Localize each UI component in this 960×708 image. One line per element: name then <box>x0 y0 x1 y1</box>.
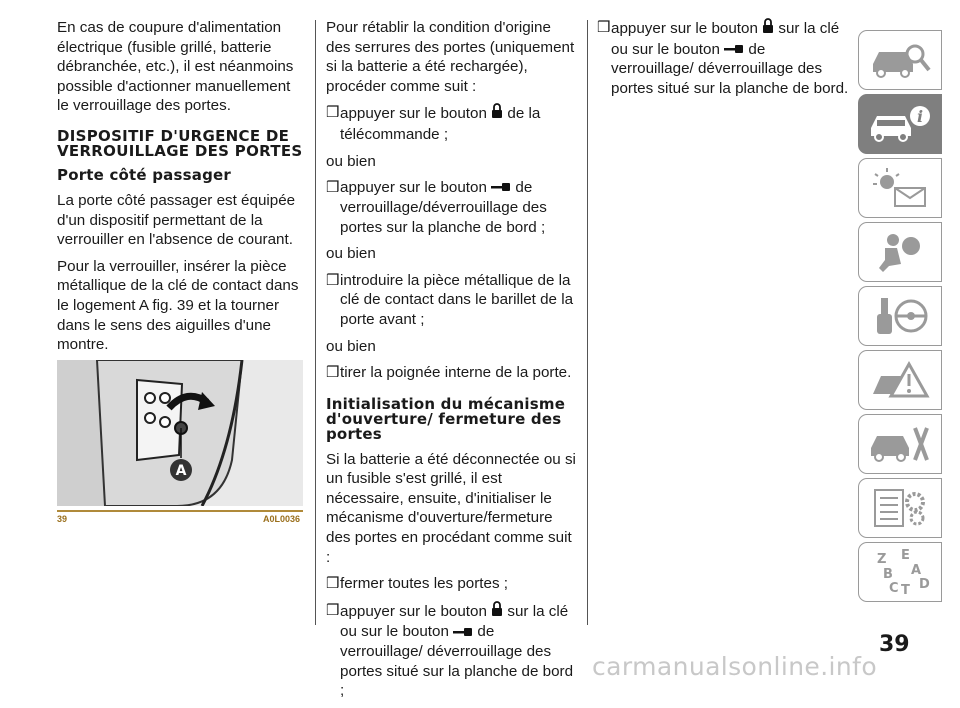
svg-text:D: D <box>919 577 930 592</box>
tab-technical-specs[interactable] <box>858 478 942 538</box>
or-text: ou bien <box>326 337 376 355</box>
list-item: ❒ appuyer sur le bouton de la télécommande ; <box>326 104 541 143</box>
tab-car-search[interactable] <box>858 30 942 90</box>
tab-emergency[interactable] <box>858 350 942 410</box>
or-text: ou bien <box>326 245 376 263</box>
tab-starting-driving[interactable] <box>858 286 942 346</box>
svg-text:C: C <box>889 581 899 596</box>
column-divider-1 <box>315 20 316 625</box>
airbag-seat-icon <box>867 230 933 274</box>
watermark: carmanualsonline.info <box>592 652 878 681</box>
paragraph-device: La porte côté passager est équipée d'un dispositif permettant de la verrouiller en l'absence de courant. <box>57 191 296 249</box>
svg-text:i: i <box>916 107 924 126</box>
figure-callout-a: A <box>175 463 187 479</box>
figure-number: 39 <box>57 514 68 524</box>
bullet-box-icon: ❒ <box>326 271 340 289</box>
car-search-icon <box>867 38 933 82</box>
key-lock-button-icon <box>491 178 511 198</box>
paragraph-instructions: Pour la verrouiller, insérer la pièce métallique de la clé de contact dans le logement A fig. 39 et la tourner dans le sens des aiguilles d'une montre. <box>57 257 299 354</box>
bullet-box-icon: ❒ <box>326 364 340 382</box>
figure-code: A0L0036 <box>263 514 301 524</box>
list-item: ❒ appuyer sur le bouton de verrouillage/déverrouillage des portes sur la planche de bord ; <box>326 179 547 236</box>
restore-intro: Pour rétablir la condition d'origine des serrures des portes (uniquement si la batterie a été rechargée), procéder comme suit : <box>326 19 575 95</box>
tab-safety[interactable] <box>858 222 942 282</box>
tab-maintenance[interactable] <box>858 414 942 474</box>
subheading-initialisation: Initialisation du mécanisme d'ouverture/ fermeture des portes <box>326 394 566 443</box>
car-tools-icon <box>867 422 933 466</box>
svg-text:T: T <box>901 583 910 596</box>
road-warning-icon <box>867 358 933 402</box>
svg-text:B: B <box>883 567 893 582</box>
list-item: ❒ fermer toutes les portes ; <box>326 575 508 593</box>
tab-car-info[interactable] <box>858 94 942 154</box>
list-item: ❒ introduire la pièce métallique de la clé de contact dans le barillet de la porte avant ; <box>326 271 574 328</box>
list-item: ❒ appuyer sur le bouton sur la clé ou sur le bouton de verrouillage/ déverrouillage des portes situé sur la planche de bord. <box>597 19 849 97</box>
svg-text:E: E <box>901 548 910 563</box>
bullet-box-icon: ❒ <box>326 104 340 122</box>
key-lock-button-icon <box>724 40 744 60</box>
figure-39-image <box>57 360 303 506</box>
init-paragraph: Si la batterie a été déconnectée ou si un fusible s'est grillé, il est nécessaire, ensuite, d'initialiser le mécanisme d'ouverture/fermeture des portes en procédant comme suit : <box>326 450 576 566</box>
svg-text:Z: Z <box>877 552 887 567</box>
tab-alphabetical-index[interactable] <box>858 542 942 602</box>
tab-warning-lights[interactable] <box>858 158 942 218</box>
figure-caption-rule <box>57 510 303 512</box>
or-text: ou bien <box>326 152 376 170</box>
intro-paragraph: En cas de coupure d'alimentation électrique (fusible grillé, batterie débranchée, etc.), il est néanmoins possible d'actionner manuellement le verrouillage des portes. <box>57 19 294 115</box>
subheading-passenger-door: Porte côté passager <box>57 165 231 184</box>
section-heading: DISPOSITIF D'URGENCE DE VERROUILLAGE DES PORTES <box>57 126 303 160</box>
svg-text:A: A <box>911 563 922 578</box>
column-2 <box>326 18 578 708</box>
page-number: 39 <box>879 632 910 657</box>
bullet-box-icon: ❒ <box>597 19 611 36</box>
padlock-icon <box>491 601 503 623</box>
bullet-box-icon: ❒ <box>326 575 340 593</box>
key-lock-button-icon <box>453 623 473 643</box>
chapter-tabs <box>858 30 944 606</box>
car-info-icon <box>867 102 933 146</box>
key-steering-wheel-icon <box>867 294 933 338</box>
bullet-box-icon: ❒ <box>326 179 340 197</box>
column-3 <box>597 18 849 106</box>
alphabet-index-icon <box>867 548 933 596</box>
padlock-icon <box>762 18 774 40</box>
padlock-icon <box>491 103 503 125</box>
list-item: ❒ appuyer sur le bouton sur la clé ou sur le bouton de verrouillage/ déverrouillage des portes situé sur la planche de bord ; <box>326 601 574 700</box>
bullet-box-icon: ❒ <box>326 601 340 619</box>
list-item: ❒ tirer la poignée interne de la porte. <box>326 364 572 382</box>
column-divider-2 <box>587 20 588 625</box>
specs-gears-icon <box>867 486 933 530</box>
column-1 <box>57 18 305 362</box>
warning-light-envelope-icon <box>867 166 933 210</box>
